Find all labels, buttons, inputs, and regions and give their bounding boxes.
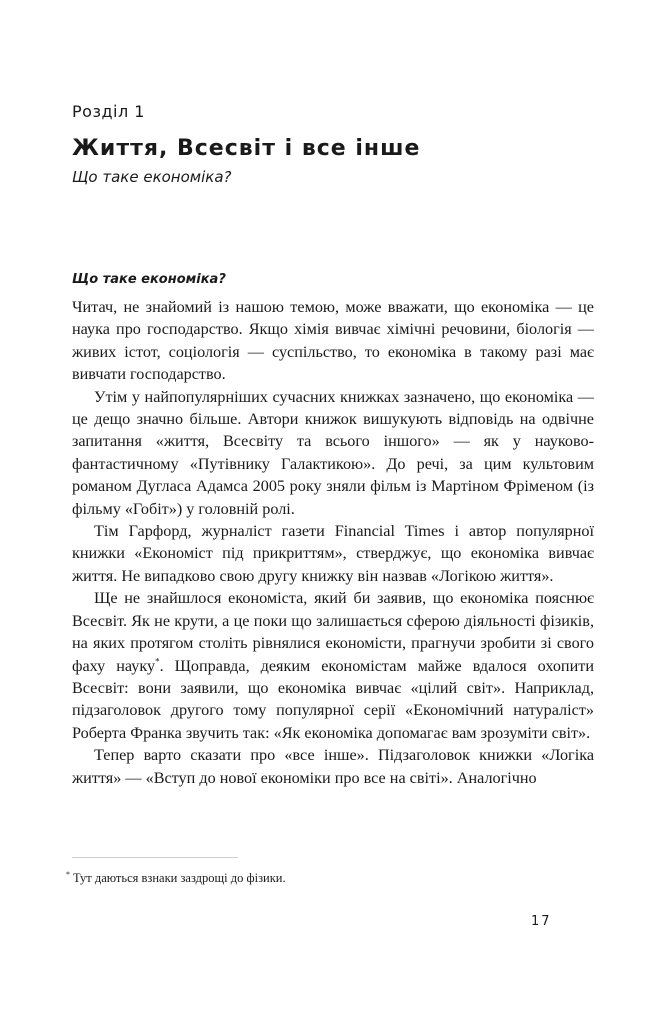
chapter-label: Розділ 1 <box>72 102 145 121</box>
paragraph-2: Утім у найпопулярніших сучасних книжках зазначено, що економіка — це дещо значно більше. Автори книжок вишукують відповідь на одвічне запитання «життя, Всесвіту та всього іншого» — як у науково-фантастичному «Путівнику Галактикою». До речі, за цим культовим романом Дугласа Адамса 2005 року зняли фільм із Мартіном Фріменом (із фільму «Гобіт») у головній ролі. <box>72 387 594 518</box>
paragraph-3: Тім Гарфорд, журналіст газети Financial Times і автор популярної книжки «Економіст під прикриттям», стверджує, що економіка вивчає життя. Не випадково свою другу книжку він назвав «Логікою життя». <box>72 522 594 585</box>
footnote-reference-mark: * <box>155 656 160 667</box>
section-heading: Що таке економіка? <box>72 272 226 287</box>
footnote-divider <box>72 857 238 858</box>
page-number: 17 <box>531 914 552 929</box>
paragraph-1: Читач, не знайомий із нашою темою, може вважати, що економіка — це наука про господарство. Якщо хімія вивчає хімічні речовини, біологія — живих істот, соціологія — суспільство, то економіка в такому разі має вивчати господарство. <box>72 298 594 384</box>
footnote-text: Тут даються взнаки заздрощі до фізики. <box>73 871 286 886</box>
chapter-title: Життя, Всесвіт і все інше <box>72 136 421 161</box>
body-text <box>72 296 594 789</box>
paragraph-4-text-start: Ще не знайшлося економіста, який би заявив, що економіка пояснює Всесвіт. Як не крути, а це поки що залишається сферою діяльності фізиків, на яких протягом століть рівнялися економісти, прагнучи зробити зі свого фаху науку <box>72 589 594 675</box>
paragraph-4-text-end: . Щоправда, деяким економістам майже вдалося охопити Всесвіт: вони заявили, що економіка вивчає «цілий світ». Наприклад, підзаголовок другого тому популярної серії «Економічний натураліст» Роберта Франка звучить так: «Як економіка допомагає вам зрозуміти світ». <box>72 656 594 742</box>
footnote <box>66 870 286 886</box>
footnote-mark: * <box>66 870 70 879</box>
chapter-subtitle: Що таке економіка? <box>72 168 232 186</box>
paragraph-5: Тепер варто сказати про «все інше». Підзаголовок книжки «Логіка життя» — «Вступ до нової економіки про все на світі». Аналогічно <box>72 746 594 787</box>
paragraph-4 <box>72 587 594 744</box>
